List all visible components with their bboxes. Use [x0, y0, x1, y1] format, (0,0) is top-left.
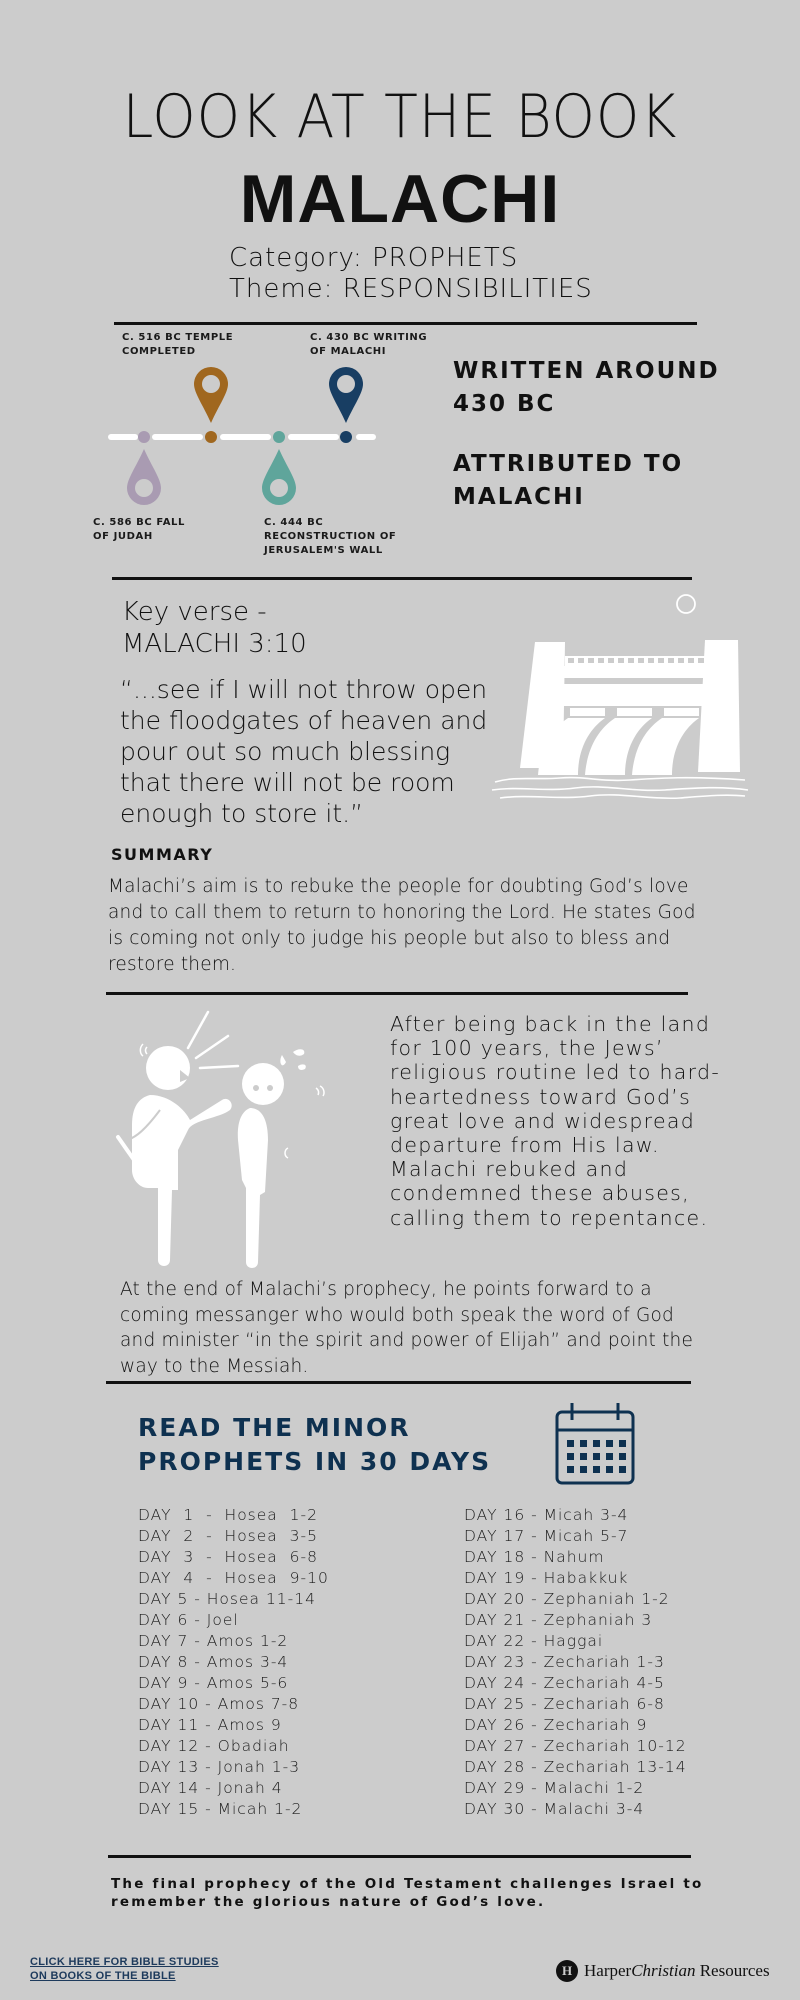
timeline-dot-444 [273, 431, 285, 443]
list-item: DAY 3 - Hosea 6-8 [138, 1548, 318, 1566]
category-label: Category: PROPHETS [229, 243, 519, 273]
list-item: DAY 25 - Zechariah 6-8 [464, 1695, 665, 1713]
rebuke-figures-icon [110, 1000, 370, 1270]
list-item: DAY 23 - Zechariah 1-3 [464, 1653, 665, 1671]
summary-heading: SUMMARY [111, 845, 214, 864]
list-item: DAY 5 - Hosea 11-14 [138, 1590, 316, 1608]
theme-label: Theme: RESPONSIBILITIES [229, 274, 593, 304]
list-item: DAY 4 - Hosea 9-10 [138, 1569, 329, 1587]
list-item: DAY 16 - Micah 3-4 [464, 1506, 629, 1524]
timeline-label-444: C. 444 BC RECONSTRUCTION OF JERUSALEM'S WALL [264, 517, 397, 556]
list-item: DAY 8 - Amos 3-4 [138, 1653, 289, 1671]
divider [108, 1855, 691, 1858]
closing-statement: The final prophecy of the Old Testament challenges Israel to remember the glorious nature of God’s love. [111, 1876, 704, 1910]
map-pin-icon [326, 365, 366, 425]
list-item: DAY 21 - Zephaniah 3 [464, 1611, 653, 1629]
list-item: DAY 18 - Nahum [464, 1548, 605, 1566]
list-item: DAY 2 - Hosea 3-5 [138, 1527, 318, 1545]
list-item: DAY 9 - Amos 5-6 [138, 1674, 289, 1692]
divider [112, 577, 692, 580]
list-item: DAY 26 - Zechariah 9 [464, 1716, 648, 1734]
publisher-name: HarperChristian Resources [584, 1961, 770, 1980]
map-pin-icon [191, 365, 231, 425]
list-item: DAY 27 - Zechariah 10-12 [464, 1737, 687, 1755]
reading-list-right [464, 1505, 687, 1820]
divider [106, 1381, 691, 1384]
reading-plan-heading: READ THE MINOR PROPHETS IN 30 DAYS [138, 1413, 492, 1476]
timeline-label-516: C. 516 BC TEMPLE COMPLETED [122, 332, 234, 357]
list-item: DAY 13 - Jonah 1-3 [138, 1758, 301, 1776]
list-item: DAY 11 - Amos 9 [138, 1716, 282, 1734]
ending-text: At the end of Malachi’s prophecy, he points forward to a coming messanger who would both speak the word of God and minister “in the spirit and power of Elijah” and point the way to the Messiah. [120, 1279, 694, 1377]
list-item: DAY 14 - Jonah 4 [138, 1779, 283, 1797]
book-meta [229, 243, 593, 305]
timeline [0, 325, 440, 575]
list-item: DAY 15 - Micah 1-2 [138, 1800, 303, 1818]
key-verse-title: Key verse - MALACHI 3:10 [122, 597, 307, 659]
timeline-label-586: C. 586 BC FALL OF JUDAH [93, 517, 185, 542]
timeline-dot-516 [205, 431, 217, 443]
key-verse-quote: “...see if I will not throw open the floodgates of heaven and pour out so much blessing that there will not be room enough to store it.” [120, 675, 488, 828]
list-item: DAY 19 - Habakkuk [464, 1569, 629, 1587]
list-item: DAY 10 - Amos 7-8 [138, 1695, 300, 1713]
list-item: DAY 28 - Zechariah 13-14 [464, 1758, 687, 1776]
publisher-logo-icon: H [556, 1960, 578, 1982]
list-item: DAY 20 - Zephaniah 1-2 [464, 1590, 670, 1608]
bible-studies-link[interactable]: CLICK HERE FOR BIBLE STUDIES ON BOOKS OF THE BIBLE [30, 1956, 219, 1982]
list-item: DAY 17 - Micah 5-7 [464, 1527, 629, 1545]
map-pin-icon [259, 447, 299, 507]
list-item: DAY 29 - Malachi 1-2 [464, 1779, 645, 1797]
calendar-icon [555, 1402, 637, 1486]
timeline-label-430: C. 430 BC WRITING OF MALACHI [310, 332, 428, 357]
list-item: DAY 30 - Malachi 3-4 [464, 1800, 645, 1818]
list-item: DAY 24 - Zechariah 4-5 [464, 1674, 665, 1692]
dam-floodgate-icon [490, 590, 750, 805]
publisher-logo [556, 1960, 770, 1982]
summary-text: Malachi’s aim is to rebuke the people for doubting God’s love and to call them to return to honoring the Lord. He states God is coming not only to judge his people but also to bless and restore them. [108, 876, 696, 975]
divider [106, 992, 688, 995]
written-date: WRITTEN AROUND 430 BC [453, 358, 720, 417]
list-item: DAY 7 - Amos 1-2 [138, 1632, 289, 1650]
list-item: DAY 6 - Joel [138, 1611, 239, 1629]
attributed-author: ATTRIBUTED TO MALACHI [453, 451, 684, 510]
list-item: DAY 1 - Hosea 1-2 [138, 1506, 318, 1524]
reading-list-left [138, 1505, 329, 1820]
list-item: DAY 12 - Obadiah [138, 1737, 290, 1755]
timeline-track [108, 434, 138, 440]
timeline-dot-586 [138, 431, 150, 443]
timeline-dot-430 [340, 431, 352, 443]
story-text: After being back in the land for 100 years, the Jews’ religious routine led to hard-heartedness toward God’s great love and widespread departure from His law. Malachi rebuked and condemned these abuses, calling them to repentance. [390, 1012, 721, 1230]
header-kicker: LOOK AT THE BOOK [122, 82, 678, 152]
book-title: MALACHI [239, 161, 561, 237]
map-pin-icon [124, 447, 164, 507]
list-item: DAY 22 - Haggai [464, 1632, 604, 1650]
